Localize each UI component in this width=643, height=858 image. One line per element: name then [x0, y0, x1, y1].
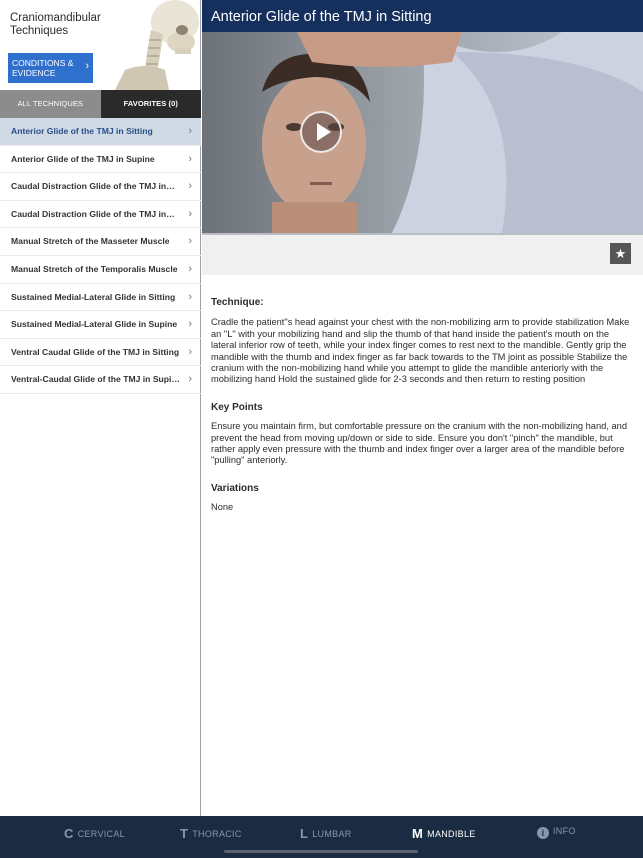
favorite-star-icon[interactable]: ★: [610, 243, 631, 264]
key-points-heading: Key Points: [211, 401, 263, 413]
tab-mandible[interactable]: [412, 826, 476, 841]
chevron-right-icon: ›: [188, 125, 192, 137]
lumbar-icon: L: [300, 826, 309, 841]
list-item[interactable]: [0, 339, 201, 367]
cervical-icon: C: [64, 826, 74, 841]
conditions-evidence-label: CONDITIONS & EVIDENCE: [12, 58, 74, 78]
variations-text: None: [211, 502, 234, 513]
list-item-label: Sustained Medial-Lateral Glide in Supine: [11, 319, 178, 330]
video-toolbar: [202, 233, 643, 275]
tab-cervical-label: CERVICAL: [77, 829, 125, 839]
app-title: Craniomandibular Techniques: [10, 12, 101, 37]
info-icon: i: [537, 827, 549, 839]
list-item[interactable]: [0, 173, 201, 201]
key-points-text: Ensure you maintain firm, but comfortable pressure on the cranium with the non-mobilizing hand, and prevent the head from moving up/down or side to side. Ensure you don't "pinch" the mandible, but rather apply even pressure with the thumb and index finger over a larger area of the mandible before "pulling" anteriorly.: [211, 421, 627, 466]
chevron-right-icon: ›: [188, 318, 192, 331]
chevron-right-icon: ›: [188, 152, 192, 165]
list-item-label: Caudal Distraction Glide of the TMJ in…: [11, 181, 175, 192]
skeleton-illustration: [105, 0, 200, 90]
tab-info-label: INFO: [553, 826, 576, 836]
list-item-label: Ventral-Caudal Glide of the TMJ in Supi…: [11, 374, 181, 385]
tab-cervical[interactable]: [64, 826, 125, 841]
video-player[interactable]: [202, 32, 643, 233]
list-item-label: Anterior Glide of the TMJ in Sitting: [11, 126, 153, 136]
tab-favorites[interactable]: FAVORITES (0): [101, 90, 202, 118]
list-item[interactable]: [0, 311, 201, 339]
technique-text: Cradle the patient"s head against your chest with the non-mobilizing arm to provide stabilization Make an "L" with your mobilizing hand and slip the thumb of that hand inside the patient's mouth on the lateral inferior row of teeth, while your index finger comes to rest next to the mandible. Gently grip the mandible with the thumb and index finger as far back towards to the TM joint as possible Stabilize the cranium with the non-mobilizing hand while you attempt to glide the mandible anteriorly with the mobilizing hand Hold the sustained glide for 2-3 seconds and then return to resting position: [211, 317, 630, 385]
conditions-evidence-button[interactable]: [8, 53, 93, 83]
chevron-right-icon: ›: [85, 60, 89, 72]
thoracic-icon: T: [180, 826, 189, 841]
sidebar-header: [0, 0, 200, 90]
technique-heading: Technique:: [211, 297, 264, 308]
video-thumbnail: [202, 32, 643, 233]
list-item-label: Manual Stretch of the Temporalis Muscle: [11, 263, 178, 274]
detail-pane: [202, 0, 643, 816]
chevron-right-icon: ›: [188, 180, 192, 193]
technique-list: [0, 118, 201, 394]
list-item-label: Sustained Medial-Lateral Glide in Sitting: [11, 291, 176, 302]
sidebar: [0, 0, 201, 816]
list-item[interactable]: [0, 256, 201, 284]
chevron-right-icon: ›: [188, 290, 192, 303]
list-item-label: Anterior Glide of the TMJ in Supine: [11, 153, 155, 164]
chevron-right-icon: ›: [188, 262, 192, 275]
variations-heading: Variations: [211, 482, 259, 494]
list-item[interactable]: [0, 146, 201, 174]
chevron-right-icon: ›: [188, 373, 192, 386]
list-item[interactable]: [0, 118, 201, 146]
tab-lumbar-label: LUMBAR: [312, 829, 352, 839]
list-item[interactable]: [0, 284, 201, 312]
page-title: Anterior Glide of the TMJ in Sitting: [202, 0, 643, 32]
list-item[interactable]: [0, 201, 201, 229]
chevron-right-icon: ›: [188, 207, 192, 220]
chevron-right-icon: ›: [188, 235, 192, 248]
list-item[interactable]: [0, 366, 201, 394]
play-button[interactable]: [300, 111, 342, 153]
list-item-label: Ventral Caudal Glide of the TMJ in Sitting: [11, 346, 180, 357]
tab-all-techniques[interactable]: ALL TECHNIQUES: [0, 90, 101, 118]
home-indicator: [224, 850, 418, 853]
tab-thoracic[interactable]: [180, 826, 242, 841]
list-item-label: Manual Stretch of the Masseter Muscle: [11, 236, 170, 247]
tab-lumbar[interactable]: [300, 826, 352, 841]
tab-info[interactable]: [537, 826, 576, 839]
mandible-icon: M: [412, 826, 424, 841]
technique-content: [202, 275, 643, 514]
list-item-label: Caudal Distraction Glide of the TMJ in…: [11, 208, 175, 219]
tab-thoracic-label: THORACIC: [192, 829, 242, 839]
chevron-right-icon: ›: [188, 345, 192, 358]
technique-tabs: [0, 90, 201, 118]
list-item[interactable]: [0, 228, 201, 256]
tab-mandible-label: MANDIBLE: [427, 829, 476, 839]
